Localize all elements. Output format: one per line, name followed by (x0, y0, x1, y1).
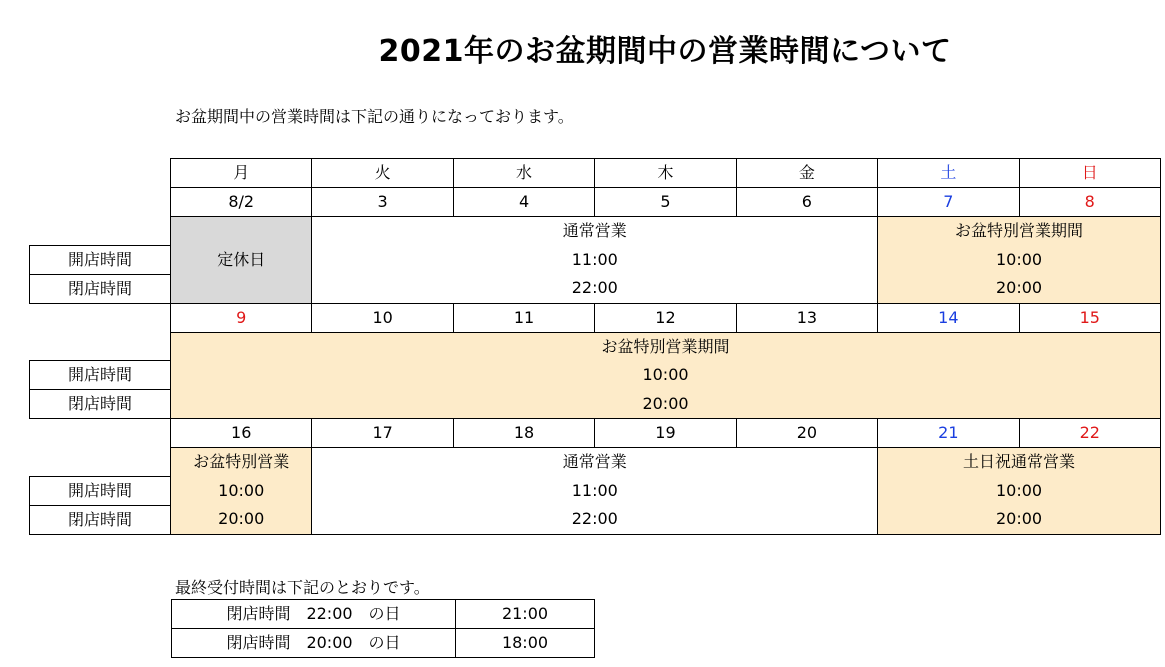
close-label: 閉店時間 (30, 505, 171, 534)
date-cell-sat: 7 (878, 188, 1019, 217)
intro-text: お盆期間中の営業時間は下記の通りになっております。 (175, 107, 574, 126)
weekend-close-time: 20:00 (878, 505, 1161, 534)
page-title: 2021年のお盆期間中の営業時間について (378, 34, 952, 69)
open-label: 開店時間 (30, 245, 171, 274)
date-cell: 3 (312, 188, 453, 217)
week2-open-row (30, 361, 1161, 390)
obon-title: お盆特別営業期間 (878, 217, 1161, 246)
week2-dates-row (30, 303, 1161, 332)
empty-cell (30, 303, 171, 332)
weekday-sun: 日 (1019, 159, 1160, 188)
empty-cell (30, 217, 171, 246)
close-label: 閉店時間 (30, 274, 171, 303)
weekday-tue: 火 (312, 159, 453, 188)
obon-open-time: 10:00 (171, 361, 1161, 390)
closed-day-cell: 定休日 (171, 217, 312, 304)
date-cell-sat: 21 (878, 419, 1019, 448)
weekday-wed: 水 (453, 159, 594, 188)
date-cell: 8/2 (171, 188, 312, 217)
normal-title: 通常営業 (312, 448, 878, 477)
week3-title-row (30, 448, 1161, 477)
date-cell: 16 (171, 419, 312, 448)
empty-cell (30, 188, 171, 217)
date-cell: 10 (312, 303, 453, 332)
empty-cell (30, 419, 171, 448)
normal-open-time: 11:00 (312, 476, 878, 505)
weekend-open-time: 10:00 (878, 476, 1161, 505)
reception-condition: 閉店時間 22:00 の日 (172, 600, 456, 629)
obon-close-time: 20:00 (878, 274, 1161, 303)
date-cell: 20 (736, 419, 877, 448)
date-cell: 18 (453, 419, 594, 448)
open-label: 開店時間 (30, 361, 171, 390)
normal-close-time: 22:00 (312, 274, 878, 303)
schedule-table (29, 158, 1161, 535)
date-cell-sun: 8 (1019, 188, 1160, 217)
obon-title: お盆特別営業 (171, 448, 312, 477)
date-cell-sun: 15 (1019, 303, 1160, 332)
week3-dates-row (30, 419, 1161, 448)
week2-title-row (30, 332, 1161, 361)
obon-close-time: 20:00 (171, 505, 312, 534)
week1-dates-row (30, 188, 1161, 217)
date-cell: 11 (453, 303, 594, 332)
reception-time: 18:00 (456, 629, 595, 658)
date-cell: 19 (595, 419, 736, 448)
date-cell-sun: 22 (1019, 419, 1160, 448)
empty-cell (30, 448, 171, 477)
empty-cell (30, 332, 171, 361)
date-cell: 4 (453, 188, 594, 217)
reception-note: 最終受付時間は下記のとおりです。 (175, 578, 430, 597)
week3-open-row (30, 476, 1161, 505)
obon-title: お盆特別営業期間 (171, 332, 1161, 361)
date-cell: 6 (736, 188, 877, 217)
date-cell: 5 (595, 188, 736, 217)
reception-row (172, 629, 595, 658)
obon-open-time: 10:00 (171, 476, 312, 505)
reception-table (171, 599, 595, 658)
normal-open-time: 11:00 (312, 245, 878, 274)
reception-time: 21:00 (456, 600, 595, 629)
date-cell-sat: 14 (878, 303, 1019, 332)
normal-close-time: 22:00 (312, 505, 878, 534)
open-label: 開店時間 (30, 476, 171, 505)
week2-close-row (30, 390, 1161, 419)
week3-close-row (30, 505, 1161, 534)
obon-open-time: 10:00 (878, 245, 1161, 274)
obon-close-time: 20:00 (171, 390, 1161, 419)
reception-condition: 閉店時間 20:00 の日 (172, 629, 456, 658)
close-label: 閉店時間 (30, 390, 171, 419)
normal-title: 通常営業 (312, 217, 878, 246)
date-cell: 17 (312, 419, 453, 448)
date-cell: 12 (595, 303, 736, 332)
weekday-sat: 土 (878, 159, 1019, 188)
week1-title-row (30, 217, 1161, 246)
weekday-fri: 金 (736, 159, 877, 188)
weekday-mon: 月 (171, 159, 312, 188)
weekday-row (30, 159, 1161, 188)
reception-row (172, 600, 595, 629)
empty-cell (30, 159, 171, 188)
weekend-title: 土日祝通常営業 (878, 448, 1161, 477)
date-cell: 13 (736, 303, 877, 332)
weekday-thu: 木 (595, 159, 736, 188)
date-cell-holiday: 9 (171, 303, 312, 332)
